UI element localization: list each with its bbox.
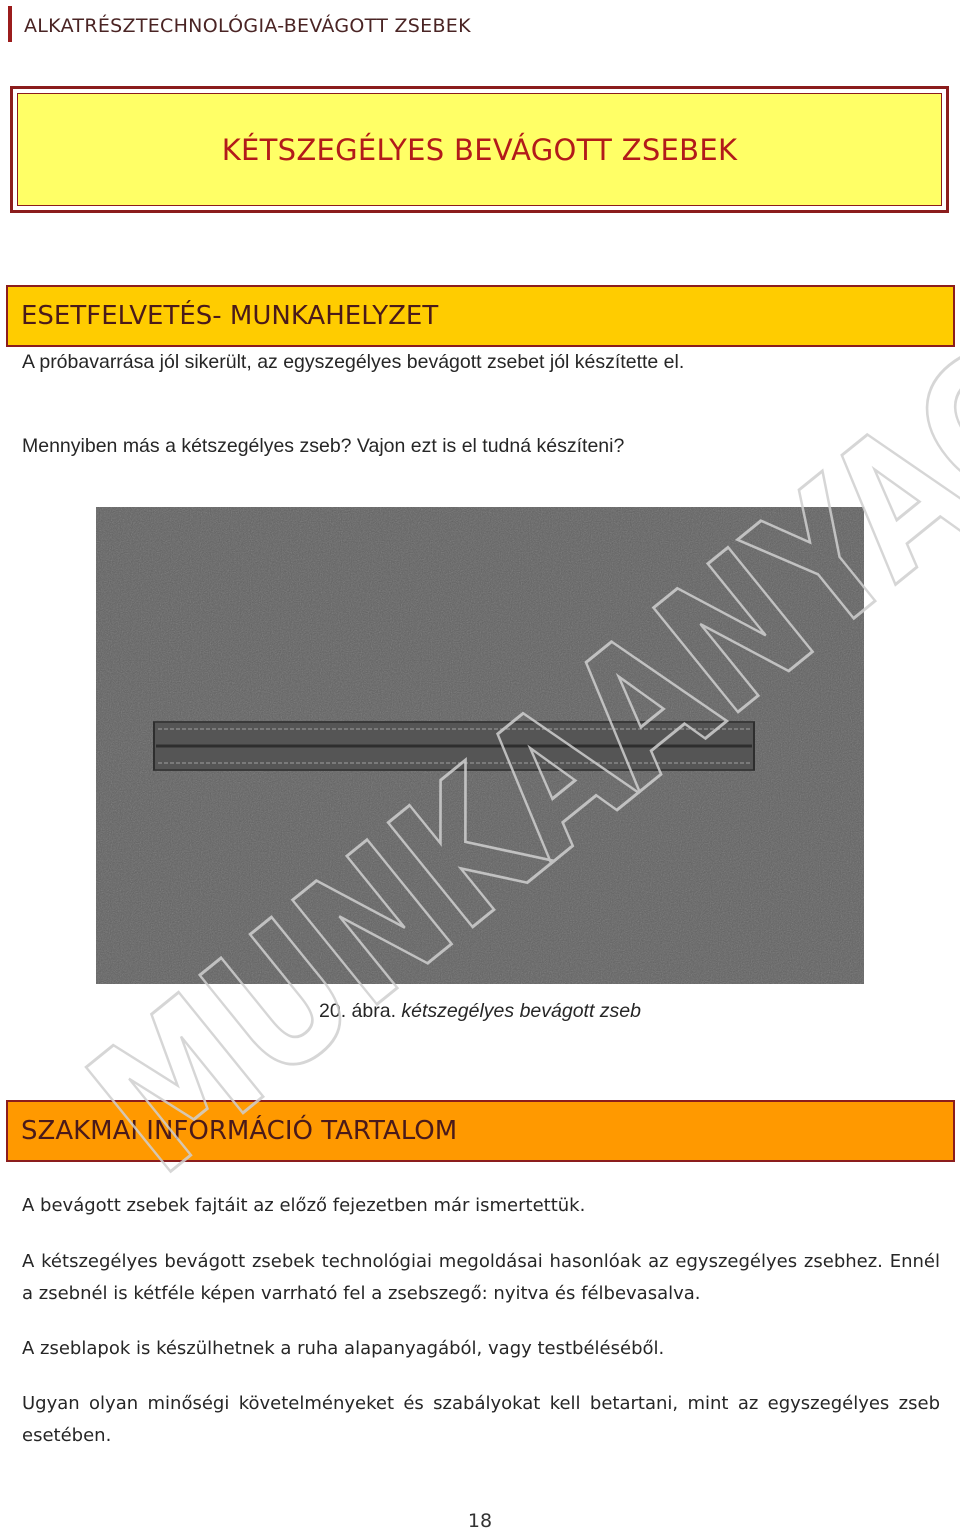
scenario-line-2: Mennyiben más a kétszegélyes zseb? Vajon ezt is el tudná készíteni? xyxy=(22,435,625,457)
running-header xyxy=(8,6,952,42)
pocket-illustration xyxy=(96,507,864,984)
figure-photo-fabric xyxy=(96,507,864,984)
figure-caption xyxy=(0,1000,960,1023)
chapter-title: KÉTSZEGÉLYES BEVÁGOTT ZSEBEK xyxy=(221,132,738,167)
paragraph-2: A kétszegélyes bevágott zsebek technológiai megoldásai hasonlóak az egyszegélyes zsebhez. Ennél a zsebnél is kétféle képen varrható fel a zsebszegő: nyitva és félbevasalva. xyxy=(22,1251,940,1304)
figure-number: 20. ábra. xyxy=(319,1000,396,1022)
section-heading-szakmai-informacio xyxy=(6,1100,955,1162)
scenario-line-1: A próbavarrása jól sikerült, az egyszegélyes bevágott zsebet jól készítette el. xyxy=(22,351,685,373)
chapter-title-inner xyxy=(17,93,942,206)
double-welt-pocket xyxy=(154,722,754,770)
section-heading-esetfelvetes xyxy=(6,285,955,347)
chapter-title-box xyxy=(10,86,949,213)
section-heading-esetfelvetes-text: ESETFELVETÉS- MUNKAHELYZET xyxy=(21,301,439,331)
paragraph-1: A bevágott zsebek fajtáit az előző fejezetben már ismertettük. xyxy=(22,1195,586,1216)
figure-caption-text: kétszegélyes bevágott zseb xyxy=(401,1000,641,1022)
paragraph-4: Ugyan olyan minőségi követelményeket és szabályokat kell betartani, mint az egyszegélyes zseb esetében. xyxy=(22,1393,940,1446)
page-number: 18 xyxy=(467,1510,493,1532)
running-header-title: ALKATRÉSZTECHNOLÓGIA-BEVÁGOTT ZSEBEK xyxy=(24,15,471,37)
section-heading-szakmai-informacio-text: SZAKMAI INFORMÁCIÓ TARTALOM xyxy=(21,1116,458,1146)
paragraph-3: A zseblapok is készülhetnek a ruha alapanyagából, vagy testbéléséből. xyxy=(22,1338,665,1359)
